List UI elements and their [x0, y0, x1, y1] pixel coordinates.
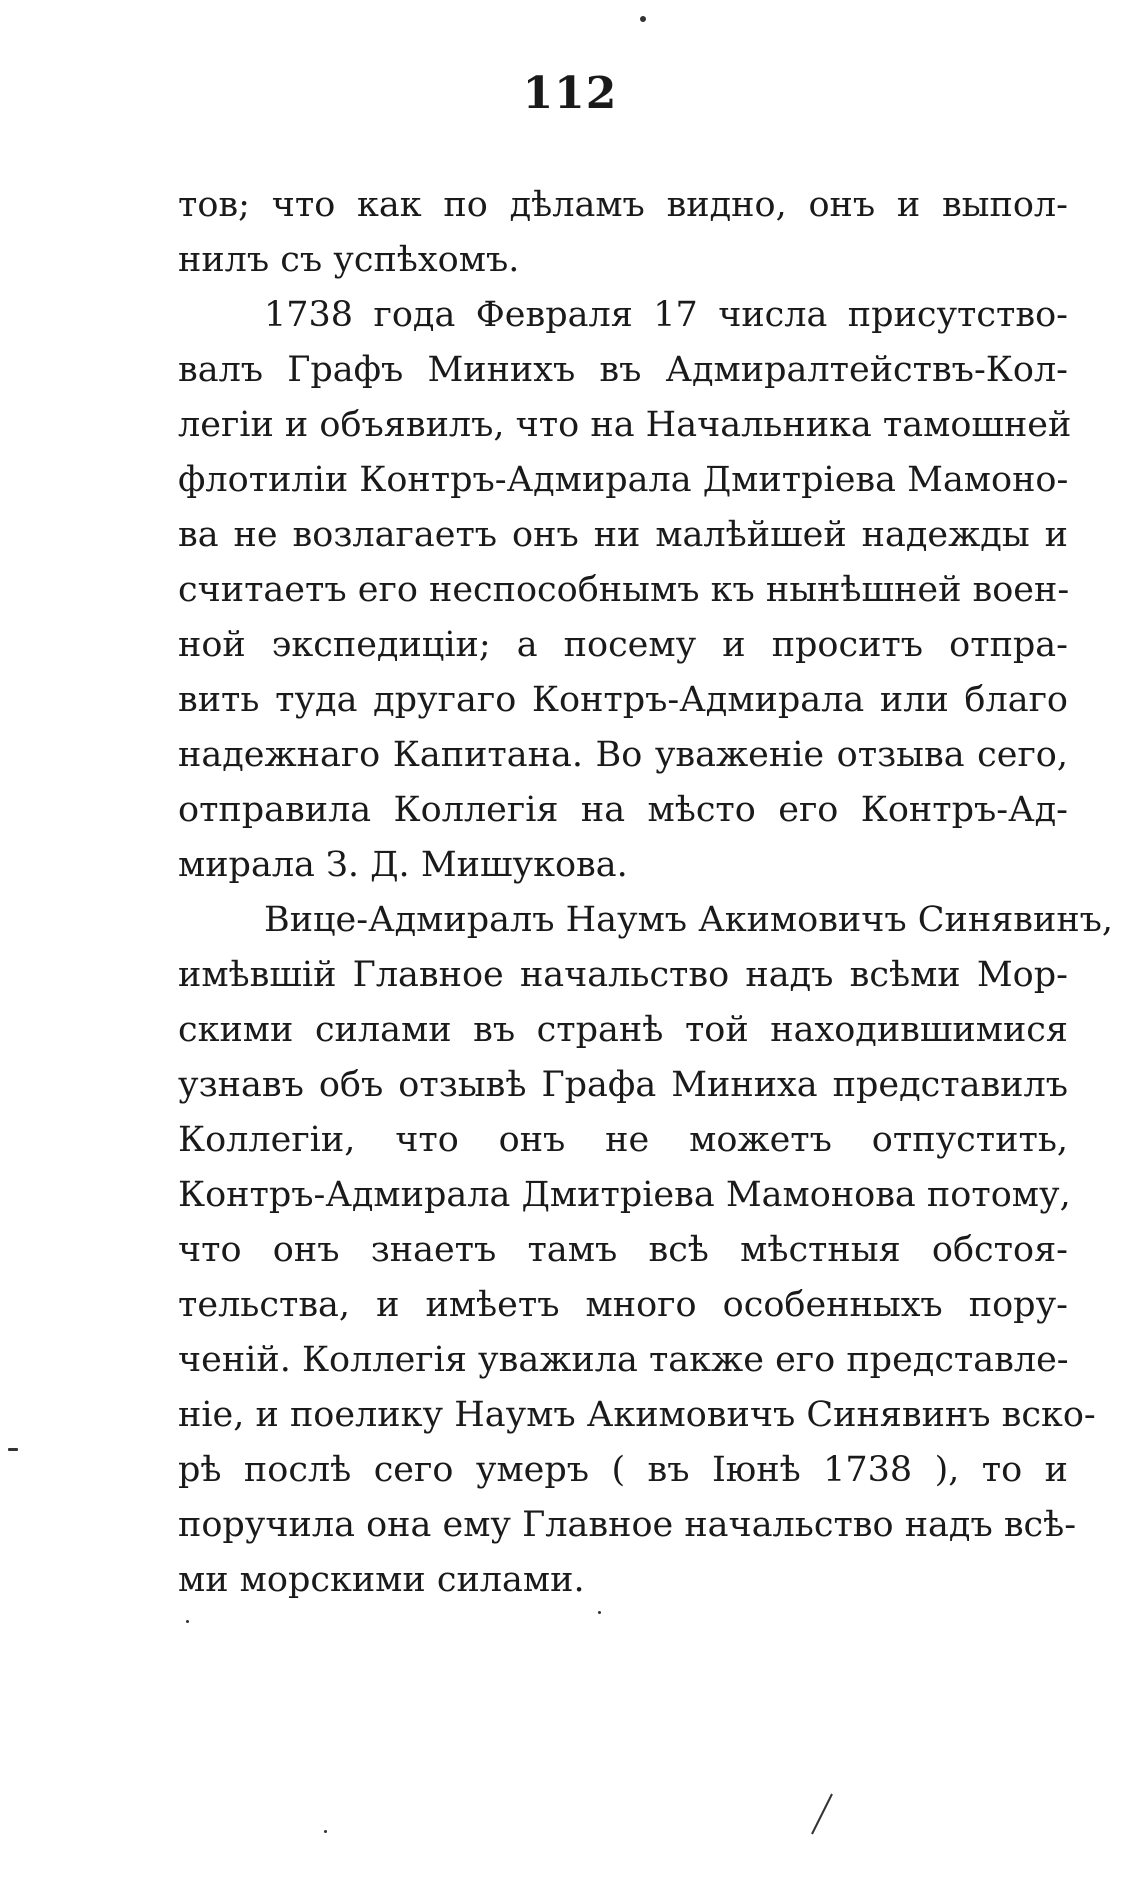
text-line: отправила Коллегія на мѣсто его Контръ-Ад-	[178, 790, 1068, 830]
text-line: надежнаго Капитана. Во уваженіе отзыва сего,	[178, 735, 1068, 775]
text-line: мирала З. Д. Мишукова.	[178, 845, 628, 885]
text-line: Контръ-Адмирала Дмитріева Мамонова потому,	[178, 1175, 1071, 1215]
paragraph-1	[178, 178, 1068, 288]
page-number: 112	[522, 68, 618, 119]
text-line: считаетъ его неспособнымъ къ нынѣшней воен-	[178, 570, 1070, 610]
text-line: ной экспедиціи; а посему и проситъ отпра-	[178, 625, 1068, 665]
text-line: рѣ послѣ сего умеръ ( въ Іюнѣ 1738 ), то и	[178, 1450, 1068, 1490]
text-line: скими силами въ странѣ той находившимися	[178, 1010, 1068, 1050]
scan-speck	[324, 1830, 327, 1833]
text-line: тельства, и имѣетъ много особенныхъ пору-	[178, 1285, 1068, 1325]
text-line: имѣвшій Главное начальство надъ всѣми Мор-	[178, 955, 1068, 995]
text-line: ва не возлагаетъ онъ ни малѣйшей надежды и	[178, 515, 1068, 555]
text-line: флотиліи Контръ-Адмирала Дмитріева Мамоно-	[178, 460, 1069, 500]
body-text	[178, 178, 1114, 1608]
paragraph-2	[178, 288, 1072, 893]
pen-stroke-mark	[806, 1790, 836, 1840]
text-line: нилъ съ успѣхомъ.	[178, 240, 520, 280]
text-line: легіи и объявилъ, что на Начальника тамошней	[178, 405, 1072, 445]
scan-speck	[598, 1611, 601, 1614]
paragraph-3	[178, 893, 1114, 1608]
text-line: валъ Графъ Минихъ въ Адмиралтействъ-Кол-	[178, 350, 1068, 390]
scan-speck	[186, 1620, 189, 1623]
text-line: ніе, и поелику Наумъ Акимовичъ Синявинъ вско-	[178, 1395, 1096, 1435]
scan-speck	[640, 16, 646, 22]
text-line: поручила она ему Главное начальство надъ всѣ-	[178, 1505, 1077, 1545]
text-line: вить туда другаго Контръ-Адмирала или благо	[178, 680, 1068, 720]
text-line: узнавъ объ отзывѣ Графа Миниха представилъ	[178, 1065, 1068, 1105]
text-line: ми морскими силами.	[178, 1560, 585, 1600]
text-line: что онъ знаетъ тамъ всѣ мѣстныя обстоя-	[178, 1230, 1068, 1270]
text-line: ченій. Коллегія уважила также его представле-	[178, 1340, 1069, 1380]
text-line: Коллегіи, что онъ не можетъ отпустить,	[178, 1120, 1068, 1160]
text-line: тов; что как по дѣламъ видно, онъ и выпол-	[178, 185, 1068, 225]
text-line: 1738 года Февраля 17 числа присутство-	[264, 295, 1068, 335]
text-line: Вице-Адмиралъ Наумъ Акимовичъ Синявинъ,	[264, 900, 1114, 940]
scan-speck	[8, 1448, 18, 1451]
